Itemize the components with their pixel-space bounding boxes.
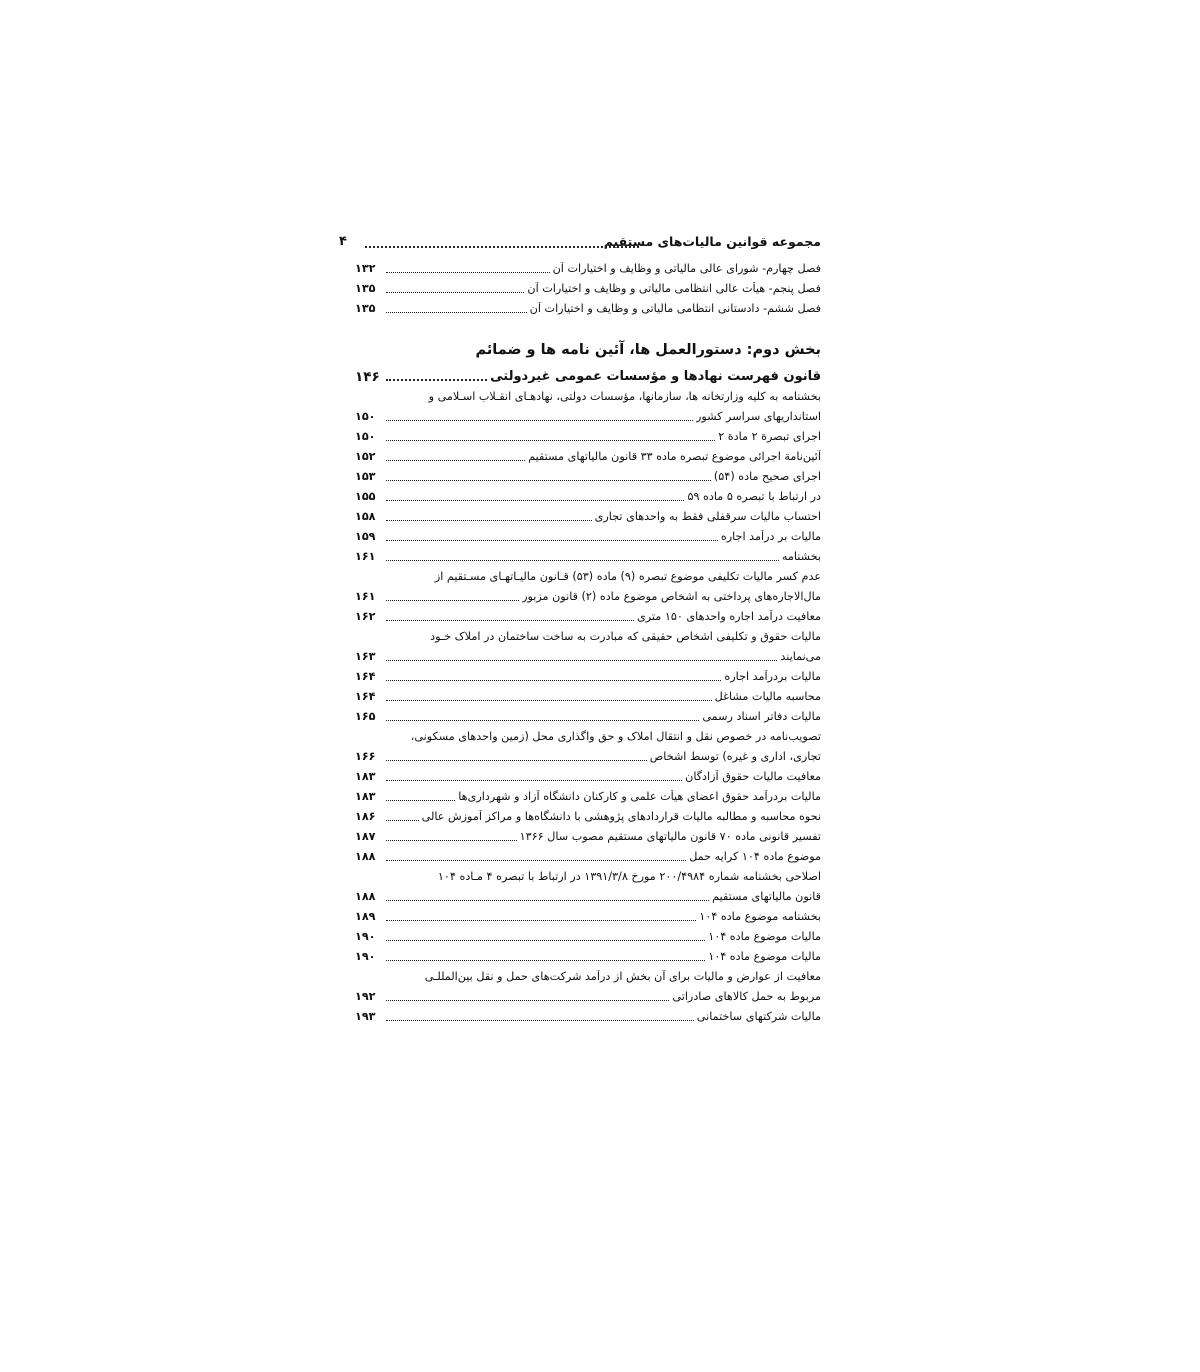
dot-leader — [386, 820, 419, 821]
toc-entry-text: مالیات موضوع ماده ۱۰۴ — [708, 930, 821, 943]
dot-leader — [386, 700, 712, 701]
toc-entry-page: ۱۸۳ — [355, 770, 376, 783]
toc-entry — [355, 524, 821, 544]
toc-entry — [355, 684, 821, 704]
toc-entry — [355, 964, 821, 984]
toc-entry-page: ۱۵۰ — [355, 410, 376, 423]
toc-entry — [355, 984, 821, 1004]
page-header — [339, 234, 821, 256]
toc-entry-page: ۱۳۵ — [355, 302, 376, 315]
toc-entry-page: ۱۹۲ — [355, 990, 376, 1003]
toc-entry-text: مالیات شرکتهای ساختمانی — [696, 1010, 821, 1023]
toc-entry-page: ۱۵۰ — [355, 430, 376, 443]
toc-entry — [355, 296, 821, 316]
dot-leader — [386, 460, 525, 461]
running-title: مجموعه قوانین مالیات‌های مستقیم — [603, 234, 821, 249]
dot-leader — [386, 292, 524, 293]
toc-entry — [355, 804, 821, 824]
dot-leader — [386, 1000, 669, 1001]
toc-entry-page: ۱۵۳ — [355, 470, 376, 483]
toc-entry-page: ۱۸۸ — [355, 850, 376, 863]
toc-entry-page: ۱۹۳ — [355, 1010, 376, 1023]
toc-entry — [355, 664, 821, 684]
toc-entry-text: مالیات موضوع ماده ۱۰۴ — [708, 950, 821, 963]
toc-entry — [355, 464, 821, 484]
toc-entry-page: ۱۳۵ — [355, 282, 376, 295]
toc-entry-text: بخشنامه موضوع ماده ۱۰۴ — [699, 910, 821, 923]
toc-entry-text: مالیات بر درآمد اجاره — [720, 530, 821, 543]
toc-entry — [355, 384, 821, 404]
toc-entry-text: مال‌الاجاره‌های پرداختی به اشخاص موضوع ماده (۲) قانون مزبور — [522, 590, 821, 603]
toc-entry-text: فصل چهارم- شورای عالی مالیاتی و وظایف و اختیارات آن — [552, 262, 821, 275]
toc-entry-page: ۱۵۸ — [355, 510, 376, 523]
toc-entry — [355, 884, 821, 904]
toc-entry — [355, 276, 821, 296]
dot-leader — [386, 680, 721, 681]
dot-leader — [386, 312, 527, 313]
toc-entry — [355, 724, 821, 744]
toc-entry — [355, 624, 821, 644]
dot-leader — [386, 560, 779, 561]
page-number: ۴ — [339, 234, 347, 249]
toc-entry-text: مالیات دفاتر اسناد رسمی — [702, 710, 821, 723]
toc-entry — [355, 924, 821, 944]
toc-entry-lead — [355, 362, 821, 384]
toc-entry — [355, 764, 821, 784]
dot-leader — [386, 440, 715, 441]
toc-entry-page: ۱۸۶ — [355, 810, 376, 823]
toc-entry — [355, 744, 821, 764]
toc-entry-text: موضوع ماده ۱۰۴ کرایه حمل — [689, 850, 821, 863]
dot-leader — [386, 840, 517, 841]
toc-entry — [355, 424, 821, 444]
toc-entry-page: ۱۸۹ — [355, 910, 376, 923]
toc-entry — [355, 404, 821, 424]
dot-leader — [386, 940, 705, 941]
dot-leader — [386, 720, 699, 721]
toc-entry-text: اصلاحی بخشنامه شماره ۲۰۰/۴۹۸۴ مورخ ۱۳۹۱/۳/۸ در ارتباط با تبصره ۴ مـاده ۱۰۴ — [437, 870, 821, 883]
toc-entry — [355, 1004, 821, 1024]
dot-leader — [386, 520, 592, 521]
toc-entry-page: ۱۳۲ — [355, 262, 376, 275]
toc-entry-page: ۱۵۵ — [355, 490, 376, 503]
dot-leader — [386, 272, 550, 273]
dot-leader — [386, 780, 682, 781]
toc-entry-text: آئین‌نامة اجرائی موضوع تبصره ماده ۳۳ قانون مالیاتهای مستقیم — [528, 450, 821, 463]
toc-entry-page: ۱۶۴ — [355, 690, 376, 703]
section-title: بخش دوم: دستورالعمل ها، آئین نامه ها و ضمائم — [475, 342, 821, 358]
toc-entry-page: ۱۶۱ — [355, 550, 376, 563]
toc-entries — [355, 384, 821, 1024]
toc-entry-text: قانون مالیاتهای مستقیم — [712, 890, 821, 903]
toc-entry — [355, 824, 821, 844]
toc-entry-text: در ارتباط با تبصره ۵ ماده ۵۹ — [687, 490, 821, 503]
dot-leader — [386, 660, 777, 661]
dot-leader — [386, 379, 487, 381]
dot-leader — [386, 500, 684, 501]
toc-entry-text: تجاری، اداری و غیره) توسط اشخاص — [649, 750, 821, 763]
toc-entry-page: ۱۶۲ — [355, 610, 376, 623]
toc-entry — [355, 644, 821, 664]
toc-entry-text: معافیت مالیات حقوق آزادگان — [685, 770, 821, 783]
toc-entry-page: ۱۹۰ — [355, 950, 376, 963]
toc-entry — [355, 604, 821, 624]
toc-entry — [355, 864, 821, 884]
toc-entry-page: ۱۴۶ — [355, 369, 380, 385]
toc-entry-text: مالیات حقوق و تکلیفی اشخاص حقیقی که مبادرت به ساخت ساختمان در املاک خـود — [430, 630, 821, 643]
dot-leader — [386, 800, 455, 801]
toc-entry-page: ۱۸۸ — [355, 890, 376, 903]
toc-entry-text: مربوط به حمل کالاهای صادراتی — [672, 990, 821, 1003]
toc-entry-text: تصویب‌نامه در خصوص نقل و انتقال املاک و حق واگذاری محل (زمین واحدهای مسکونی، — [410, 730, 821, 743]
toc-entry — [355, 256, 821, 276]
dot-leader — [386, 420, 693, 421]
toc-entry — [355, 564, 821, 584]
toc-entry-page: ۱۹۰ — [355, 930, 376, 943]
toc-entry-text: اجرای صحیح ماده (۵۴) — [713, 470, 821, 483]
toc-entry — [355, 784, 821, 804]
dot-leader — [386, 960, 705, 961]
dot-leader — [386, 760, 647, 761]
dot-leader — [386, 600, 519, 601]
dot-leader — [386, 540, 718, 541]
toc-entry-text: محاسبه مالیات مشاغل — [714, 690, 821, 703]
toc-entry-text: استانداریهای سراسر کشور — [695, 410, 821, 423]
toc-entry — [355, 504, 821, 524]
toc-entry-text: می‌نمایند — [780, 650, 821, 663]
toc-entry-page: ۱۶۳ — [355, 650, 376, 663]
toc-entry-text: اجرای تبصرة ۲ مادة ۲ — [718, 430, 821, 443]
toc-entry-text: معافیت از عوارض و مالیات برای آن بخش از درآمد شرکت‌های حمل و نقل بین‌المللـی — [424, 970, 821, 983]
top-entries — [355, 256, 821, 316]
header-dot-leader — [365, 246, 639, 248]
toc-entry-page: ۱۸۳ — [355, 790, 376, 803]
toc-entry-text: بخشنامه به کلیه وزارتخانه ها، سازمانها، مؤسسات دولتی، نهادهـای انقـلاب اسـلامی و — [428, 390, 821, 403]
toc-entry-page: ۱۶۱ — [355, 590, 376, 603]
toc-entry — [355, 544, 821, 564]
toc-entry-text: فصل پنجم- هیأت عالی انتظامی مالیاتی و وظایف و اختیارات آن — [527, 282, 821, 295]
dot-leader — [386, 920, 696, 921]
toc-entry-text: مالیات بردرآمد اجاره — [724, 670, 821, 683]
dot-leader — [386, 620, 634, 621]
toc-entry — [355, 444, 821, 464]
toc-entry — [355, 484, 821, 504]
toc-entry-page: ۱۵۹ — [355, 530, 376, 543]
toc-entry — [355, 704, 821, 724]
toc-entry-text: قانون فهرست نهادها و مؤسسات عمومی غیردولتی — [490, 370, 821, 384]
toc-entry — [355, 944, 821, 964]
toc-entry-page: ۱۶۴ — [355, 670, 376, 683]
toc-entry-page: ۱۵۲ — [355, 450, 376, 463]
toc-entry-page: ۱۸۷ — [355, 830, 376, 843]
toc-entry-text: فصل ششم- دادستانی انتظامی مالیاتی و وظایف و اختیارات آن — [529, 302, 821, 315]
toc-entry-page: ۱۶۵ — [355, 710, 376, 723]
toc-entry-text: تفسیر قانونی ماده ۷۰ قانون مالیاتهای مستقیم مصوب سال ۱۳۶۶ — [519, 830, 821, 843]
dot-leader — [386, 900, 709, 901]
toc-entry-text: احتساب مالیات سرقفلی فقط به واحدهای تجاری — [594, 510, 821, 523]
dot-leader — [386, 1020, 694, 1021]
toc-entry — [355, 844, 821, 864]
toc-entry-text: بخشنامه — [781, 550, 821, 563]
toc-entry-text: مالیات بردرآمد حقوق اعضای هیأت علمی و کارکنان دانشگاه آزاد و شهرداری‌ها — [458, 790, 821, 803]
toc-entry — [355, 584, 821, 604]
toc-entry-text: نحوه محاسبه و مطالبه مالیات قراردادهای پژوهشی با دانشگاه‌ها و مراکز آموزش عالی — [421, 810, 821, 823]
toc-page — [339, 234, 821, 1024]
toc-entry-page: ۱۶۶ — [355, 750, 376, 763]
dot-leader — [386, 480, 711, 481]
toc-entry — [355, 904, 821, 924]
toc-entry-text: معافیت درآمد اجاره واحدهای ۱۵۰ متری — [636, 610, 821, 623]
dot-leader — [386, 860, 686, 861]
toc-entry-text: عدم کسر مالیات تکلیفی موضوع تبصره (۹) ماده (۵۳) قـانون مالیـاتهـای مسـتقیم از — [434, 570, 821, 583]
